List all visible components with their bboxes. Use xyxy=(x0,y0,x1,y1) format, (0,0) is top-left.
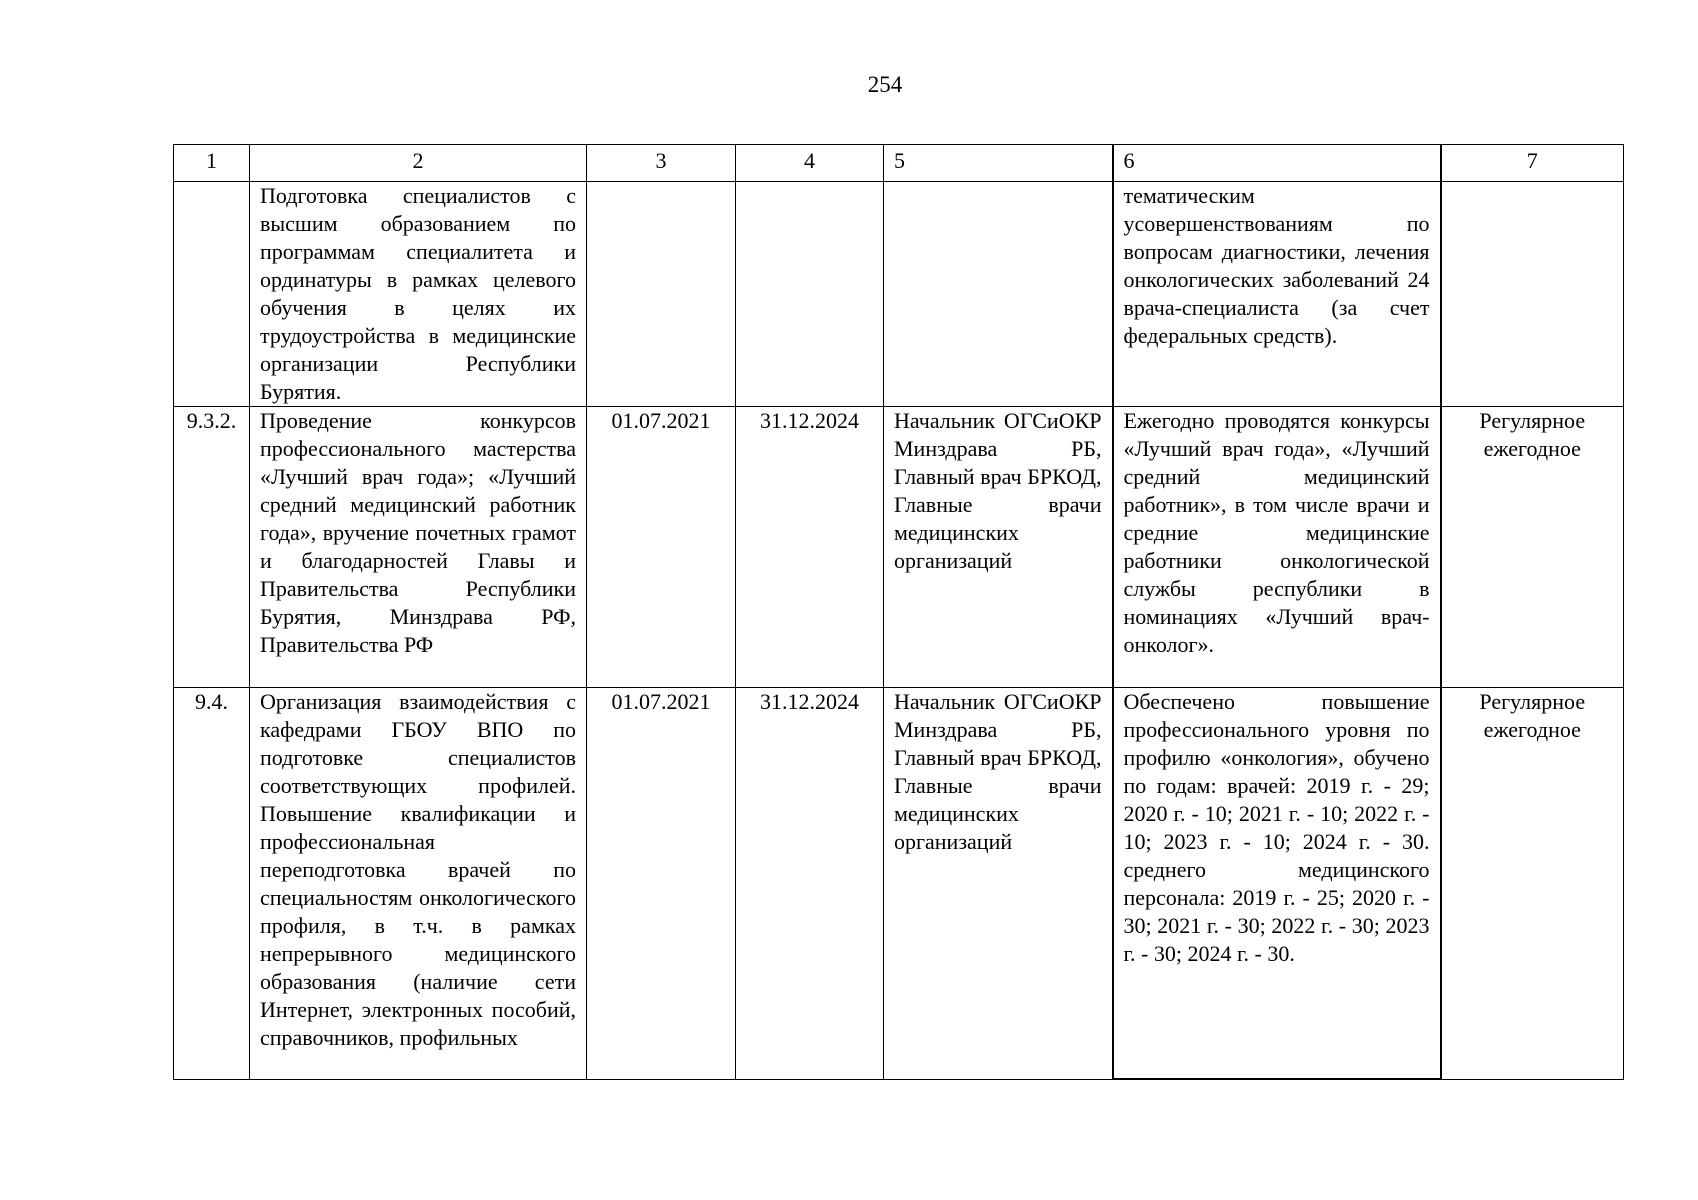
table-row xyxy=(174,407,1624,688)
end-date-cell xyxy=(736,182,884,407)
column-header-1: 1 xyxy=(174,145,250,182)
end-date-cell: 31.12.2024 xyxy=(736,407,884,688)
table-row xyxy=(174,688,1624,1080)
result-cell: Обеспечено повышение профессионального уровня по профилю «онкология», обучено по годам: врачей: 2019 г. - 29; 2020 г. - 10; 2021 г. - 10; 2022 г. - 10; 2023 г. - 10; 2024 г. - 30. среднего медицинского персонала: 2019 г. - 25; 2020 г. - 30; 2021 г. - 30; 2022 г. - 30; 2023 г. - 30; 2024 г. - 30. xyxy=(1113,688,1441,1080)
result-cell: Ежегодно проводятся конкурсы «Лучший врач года», «Лучший средний медицинский работник», в том числе врачи и средние медицинские работники онкологической службы республики в номинациях «Лучший врач- онколог». xyxy=(1113,407,1441,688)
periodicity-cell xyxy=(1441,182,1624,407)
start-date-cell: 01.07.2021 xyxy=(587,688,736,1080)
responsible-cell: Начальник ОГСиОКР Минздрава РБ, Главный врач БРКОД, Главные врачи медицинских организаций xyxy=(884,688,1113,1080)
table-row xyxy=(174,182,1624,407)
column-header-2: 2 xyxy=(250,145,587,182)
activity-cell: Подготовка специалистов с высшим образованием по программам специалитета и ординатуры в рамках целевого обучения в целях их трудоустройства в медицинские организации Республики Бурятия. xyxy=(250,182,587,407)
responsible-cell xyxy=(884,182,1113,407)
activity-cell: Проведение конкурсов профессионального мастерства «Лучший врач года»; «Лучший средний медицинский работник года», вручение почетных грамот и благодарностей Главы и Правительства Республики Бурятия, Минздрава РФ, Правительства РФ xyxy=(250,407,587,688)
responsible-cell: Начальник ОГСиОКР Минздрава РБ, Главный врач БРКОД, Главные врачи медицинских организаций xyxy=(884,407,1113,688)
table-header-row xyxy=(174,145,1624,182)
row-number xyxy=(174,182,250,407)
periodicity-cell: Регулярное ежегодное xyxy=(1441,688,1624,1080)
column-header-4: 4 xyxy=(736,145,884,182)
column-header-5: 5 xyxy=(884,145,1113,182)
result-cell: тематическим усовершенствованиям по вопросам диагностики, лечения онкологических заболеваний 24 врача-специалиста (за счет федеральных средств). xyxy=(1113,182,1441,407)
activity-cell: Организация взаимодействия с кафедрами ГБОУ ВПО по подготовке специалистов соответствующих профилей. Повышение квалификации и профессиональная переподготовка врачей по специальностям онкологического профиля, в т.ч. в рамках непрерывного медицинского образования (наличие сети Интернет, электронных пособий, справочников, профильных xyxy=(250,688,587,1080)
column-header-3: 3 xyxy=(587,145,736,182)
periodicity-cell: Регулярное ежегодное xyxy=(1441,407,1624,688)
page-number: 254 xyxy=(867,72,903,97)
start-date-cell: 01.07.2021 xyxy=(587,407,736,688)
plan-table xyxy=(173,144,1624,1080)
start-date-cell xyxy=(587,182,736,407)
column-header-7: 7 xyxy=(1441,145,1624,182)
row-number: 9.3.2. xyxy=(174,407,250,688)
column-header-6: 6 xyxy=(1113,145,1441,182)
end-date-cell: 31.12.2024 xyxy=(736,688,884,1080)
row-number: 9.4. xyxy=(174,688,250,1080)
